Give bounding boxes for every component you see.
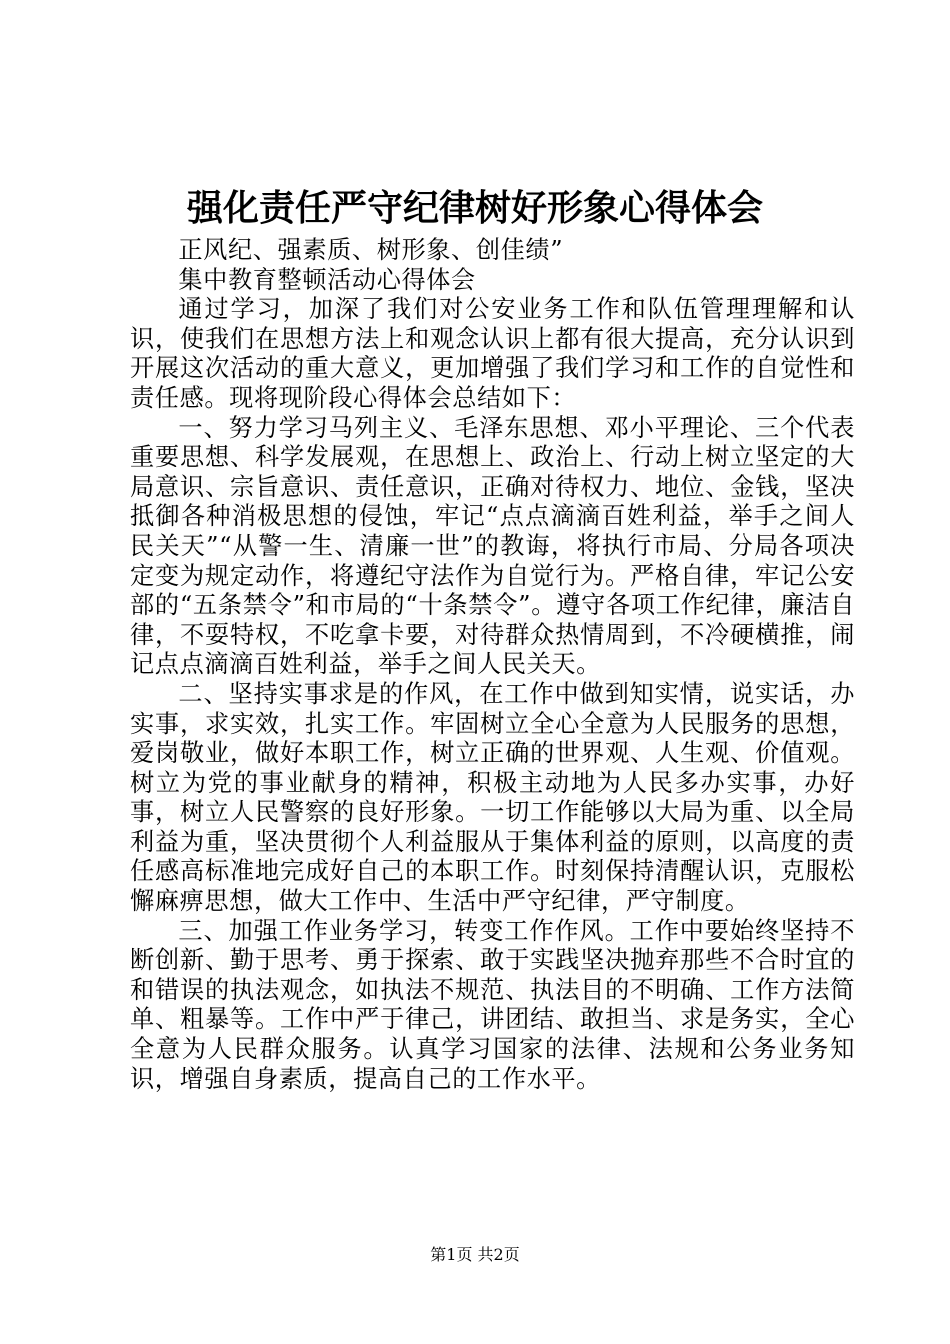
paragraph-section-3: 三、加强工作业务学习，转变工作作风。工作中要始终坚持不断创新、勤于思考、勇于探索、敢于实践坚决抛弃那些不合时宜的和错误的执法观念，如执法不规范、执法目的不明确、工作方法简单、粗暴等。工作中严于律己，讲团结、敢担当、求是务实，全心全意为人民群众服务。认真学习国家的法律、法规和公务业务知识，增强自身素质，提高自己的工作水平。	[130, 916, 855, 1093]
document-body	[130, 236, 855, 1094]
paragraph-section-2: 二、坚持实事求是的作风，在工作中做到知实情，说实话，办实事，求实效，扎实工作。牢固树立全心全意为人民服务的思想，爱岗敬业，做好本职工作，树立正确的世界观、人生观、价值观。树立为党的事业献身的精神，积极主动地为人民多办实事，办好事，树立人民警察的良好形象。一切工作能够以大局为重、以全局利益为重，坚决贯彻个人利益服从于集体利益的原则，以高度的责任感高标准地完成好自己的本职工作。时刻保持清醒认识，克服松懈麻痹思想，做大工作中、生活中严守纪律，严守制度。	[130, 679, 855, 916]
paragraph-intro: 通过学习，加深了我们对公安业务工作和队伍管理理解和认识，使我们在思想方法上和观念认识上都有很大提高，充分认识到开展这次活动的重大意义，更加增强了我们学习和工作的自觉性和责任感。现将现阶段心得体会总结如下：	[130, 295, 855, 412]
page-footer: 第1页 共2页	[430, 1245, 520, 1264]
paragraph-subtitle-2: 集中教育整顿活动心得体会	[178, 265, 476, 294]
paragraph-section-1: 一、努力学习马列主义、毛泽东思想、邓小平理论、三个代表重要思想、科学发展观，在思想上、政治上、行动上树立坚定的大局意识、宗旨意识、责任意识，正确对待权力、地位、金钱，坚决抵御各种消极思想的侵蚀，牢记“点点滴滴百姓利益，举手之间人民关天”“从警一生、清廉一世”的教诲，将执行市局、分局各项决定变为规定动作，将遵纪守法作为自觉行为。严格自律，牢记公安部的“五条禁令”和市局的“十条禁令”。遵守各项工作纪律，廉洁自律，不耍特权，不吃拿卡要，对待群众热情周到，不冷硬横推，闹记点点滴滴百姓利益，举手之间人民关天。	[130, 413, 855, 679]
paragraph-subtitle-1: 正风纪、强素质、树形象、创佳绩”	[178, 236, 564, 264]
page-title: 强化责任严守纪律树好形象心得体会	[186, 187, 763, 229]
